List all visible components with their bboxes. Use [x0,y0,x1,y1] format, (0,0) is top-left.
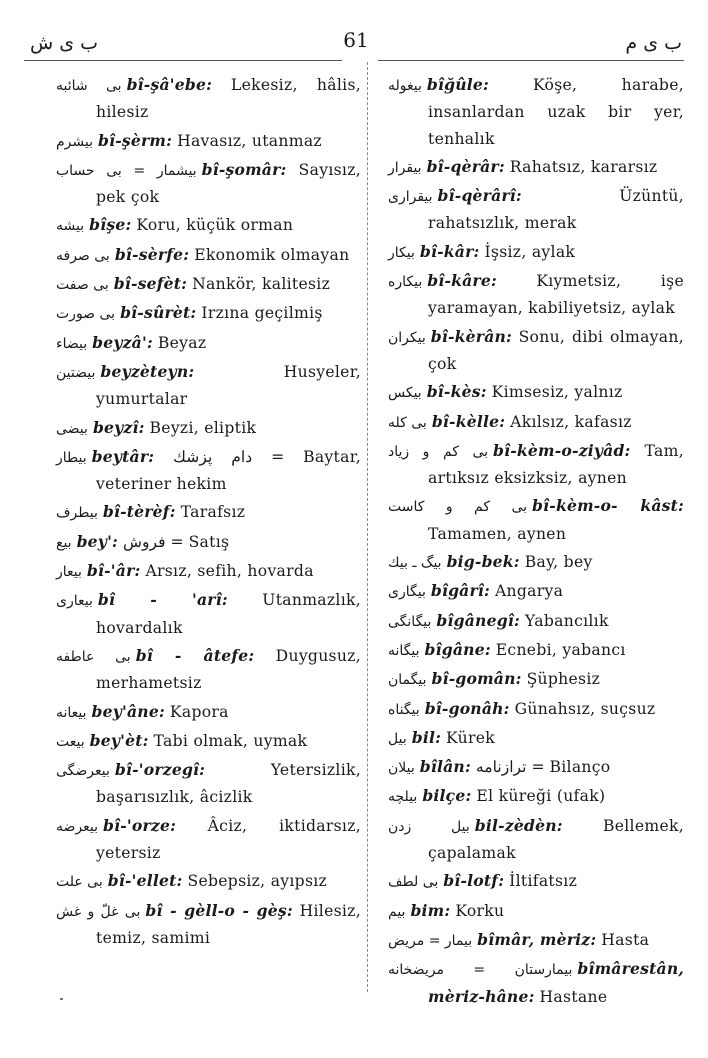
dictionary-entry [56,157,361,211]
dictionary-entry [388,239,684,266]
transliteration: bî-gomân: [431,669,522,689]
transliteration: bî-'orze: [103,815,177,835]
dictionary-entry [388,956,684,1010]
persian-term: بيكار [388,244,415,261]
transliteration: bî-lotf: [443,871,505,891]
persian-term: بى صفت [56,277,109,294]
transliteration: bîgârî: [430,581,490,601]
transliteration: bî-sûrèt: [120,303,197,323]
transliteration: bî - gèll-o - gèş: [145,900,293,920]
persian-term: بيشمار = بى حساب [56,162,197,179]
persian-term: بيم [388,903,406,920]
dictionary-entry [56,587,361,641]
dictionary-entry [388,813,684,867]
definition: Günahsız, suçsuz [514,699,656,718]
definition: Bellemek, çapalamak [428,816,684,863]
persian-term: بيعرضگى [56,763,110,780]
persian-term: بيل زدن [388,818,470,835]
transliteration: beytâr: [91,446,155,466]
definition: Angarya [494,582,564,601]
persian-term: بيقرار [388,159,422,176]
dictionary-entry [56,529,361,556]
transliteration: bil: [411,727,442,747]
dictionary-entry [388,268,684,322]
definition: Arsız, sefih, hovarda [145,562,314,581]
transliteration: bî-qèrâr: [426,156,505,176]
transliteration: bî-'ellet: [107,871,183,891]
dictionary-entry [388,927,684,954]
transliteration: beyzî: [92,417,145,437]
dictionary-entry [388,72,684,152]
dictionary-entry [388,666,684,693]
header-left-guide: ب ى ش [30,32,99,54]
persian-term: بيشه [56,218,85,235]
transliteration: bî - âtefe: [135,645,255,665]
transliteration: bî-kèm-o- kâst: [532,496,684,516]
dictionary-entry [56,699,361,726]
definition: Yetersizlik, başarısızlık, âcizlik [96,761,361,807]
dictionary-entry [388,379,684,406]
dictionary-entry [56,72,361,126]
transliteration: bî-qèrârî: [437,186,522,206]
dictionary-entry [388,183,684,237]
definition: Şüphesiz [526,670,601,689]
dictionary-entry [56,242,361,269]
persian-term: بيعارى [56,593,93,610]
transliteration: bim: [410,900,451,920]
definition: فروش = Satış [122,532,230,551]
persian-term: بيكران [388,329,426,346]
definition: Üzüntü, rahatsızlık, merak [428,187,684,233]
definition: ترازنامه = Bilanço [475,758,611,777]
dictionary-entry [388,696,684,723]
dictionary-entry [388,783,684,810]
definition: Korku [455,901,505,920]
definition: Akılsız, kafasız [510,412,632,431]
persian-term: بيعار [56,564,82,581]
transliteration: bil-zèdèn: [474,815,563,835]
definition: İşsiz, aylak [484,242,576,261]
definition: Kürek [446,728,495,747]
transliteration: bey'èt: [89,730,149,750]
page-speck [60,998,63,1000]
header-right-guide: ب ى م [625,32,682,54]
definition: Irzına geçilmiş [201,304,323,323]
transliteration: bî - 'arî: [97,590,228,610]
definition: Ekonomik olmayan [194,245,350,264]
left-column [56,72,361,953]
definition: Kapora [169,702,229,721]
definition: Husyeler, yumurtalar [96,362,361,409]
dictionary-entry [56,300,361,327]
persian-term: بى عاطفه [56,648,131,665]
dictionary-entry [388,493,684,547]
dictionary-entry [56,499,361,526]
transliteration: big-bek: [446,552,520,572]
definition: Sayısız, pek çok [96,160,361,207]
persian-term: بيلچه [388,789,418,806]
definition: Tarafsız [180,503,246,522]
definition: Köşe, harabe, insanlardan uzak bir yer, tenhalık [428,76,684,148]
dictionary-entry [388,409,684,436]
dictionary-entry [56,728,361,755]
transliteration: bî-şâ'ebe: [126,75,213,94]
persian-term: بيگناه [388,701,420,718]
definition: Kıymetsiz, işe yaramayan, kabiliyetsiz, aylak [428,272,684,318]
definition: Rahatsız, kararsız [509,157,658,176]
transliteration: bî-kâr: [419,241,480,261]
transliteration: bî-sefèt: [113,274,188,294]
transliteration: bî-sèrfe: [114,244,190,264]
dictionary-entry [388,154,684,181]
dictionary-entry [56,558,361,585]
transliteration: bî-şèrm: [98,130,173,150]
persian-term: بى كله [388,414,427,431]
definition: Tamamen, aynen [428,524,567,543]
persian-term: بيگ ـ بيك [388,555,442,572]
dictionary-entry [388,549,684,576]
definition: Bay, bey [524,553,593,572]
transliteration: bîğûle: [426,75,489,94]
dictionary-entry [388,725,684,752]
transliteration: bî-kèlle: [431,411,506,431]
transliteration: bî-'orzegî: [114,760,206,780]
dictionary-entry [388,438,684,492]
definition: Sonu, dibi olmayan, çok [428,327,684,373]
dictionary-entry [56,359,361,413]
transliteration: bey': [76,531,118,551]
transliteration: bilçe: [422,786,472,806]
dictionary-entry [388,637,684,664]
persian-term: بيكاره [388,274,423,291]
persian-term: بيع [56,534,72,551]
persian-term: بيگمان [388,672,427,689]
dictionary-entry [388,898,684,925]
transliteration: beyzâ': [92,332,153,352]
transliteration: bî-tèrèf: [102,502,176,522]
dictionary-entry [56,813,361,867]
persian-term: بيمار = مريض [388,932,473,949]
definition: دام پزشك = Baytar, veteriner hekim [96,447,361,494]
definition: Tabi olmak, uymak [153,731,308,750]
dictionary-entry [388,324,684,378]
dictionary-entry [56,643,361,697]
persian-term: بى كم و كاست [388,499,528,516]
dictionary-entry [56,212,361,239]
dictionary-entry [56,757,361,811]
definition: Beyaz [157,333,207,352]
persian-term: بيضى [56,420,88,437]
definition: Duygusuz, merhametsiz [96,646,361,693]
transliteration: bey'âne: [91,701,165,721]
definition: El küreği (ufak) [476,787,606,806]
persian-term: بى صرفه [56,247,110,264]
transliteration: bî-kâre: [427,271,497,291]
definition: Yabancılık [524,611,609,630]
persian-term: بيضاء [56,335,88,352]
transliteration: beyzèteyn: [100,361,195,381]
transliteration: bîgânegî: [436,610,520,630]
definition: Lekesiz, hâlis, hilesiz [96,76,361,122]
definition: Havasız, utanmaz [177,131,322,150]
dictionary-entry [56,330,361,357]
persian-term: بيطار [56,449,87,466]
definition: Kimsesiz, yalnız [491,383,623,402]
column-divider [367,62,368,992]
header-rule-left [24,60,342,61]
dictionary-entry [56,868,361,895]
definition: Utanmazlık, hovardalık [96,591,361,637]
dictionary-entry [388,578,684,605]
transliteration: bî-kèm-o-ziyâd: [493,440,631,460]
persian-term: بيگانه [388,642,420,659]
dictionary-entry [56,271,361,298]
persian-term: بيقرارى [388,189,433,206]
right-column [388,72,684,1012]
dictionary-entry [56,898,361,952]
transliteration: bî-gonâh: [424,698,510,718]
persian-term: بى علت [56,874,103,891]
persian-term: بيشرم [56,133,94,150]
definition: Koru, küçük orman [136,216,294,235]
definition: Hasta [601,930,650,949]
definition: Âciz, iktidarsız, yetersiz [96,816,361,863]
header-rule-right [378,60,684,61]
persian-term: بيلان [388,760,415,777]
persian-term: بيعانه [56,704,87,721]
persian-term: بيضتين [56,364,96,381]
transliteration: bî-kèrân: [430,326,512,346]
definition: İltifatsız [509,872,578,891]
persian-term: بيغوله [388,78,422,94]
persian-term: بيعرضه [56,818,98,835]
transliteration: bîlân: [419,757,471,777]
transliteration: bî-kès: [426,382,487,402]
persian-term: بيمارستان = مريضخانه [388,962,573,979]
page-header [30,28,682,64]
persian-term: بى كم و زياد [388,443,489,460]
definition: Nankör, kalitesiz [192,275,331,294]
persian-term: بيعت [56,733,85,750]
persian-term: بيل [388,730,407,747]
transliteration: bîmârestân, mèriz-hâne: [428,959,684,1006]
persian-term: بيكس [388,385,422,402]
dictionary-entry [388,868,684,895]
persian-term: بيطرف [56,505,98,522]
dictionary-entry [56,128,361,155]
persian-term: بى غلّ و غش [56,903,141,920]
persian-term: بى لطف [388,874,439,891]
persian-term: بى صورت [56,306,116,323]
persian-term: بيگانگى [388,613,432,630]
definition: Ecnebi, yabancı [495,640,626,659]
transliteration: bî-şomâr: [201,159,287,179]
definition: Beyzi, eliptik [149,418,257,437]
definition: Hastane [539,987,608,1006]
transliteration: bîşe: [89,215,132,235]
persian-term: بيگارى [388,584,426,601]
page-number: 61 [343,28,369,52]
dictionary-entry [56,415,361,442]
transliteration: bîgâne: [424,639,491,659]
dictionary-entry [56,444,361,498]
definition: Sebepsiz, ayıpsız [187,872,328,891]
dictionary-entry [388,754,684,781]
transliteration: bîmâr, mèriz: [477,929,597,949]
persian-term: بى شائبه [56,78,122,94]
dictionary-entry [388,608,684,635]
transliteration: bî-'âr: [86,561,141,581]
definition: Tam, artıksız eksizksiz, aynen [428,441,684,488]
definition: Hilesiz, temiz, samimi [96,901,361,947]
